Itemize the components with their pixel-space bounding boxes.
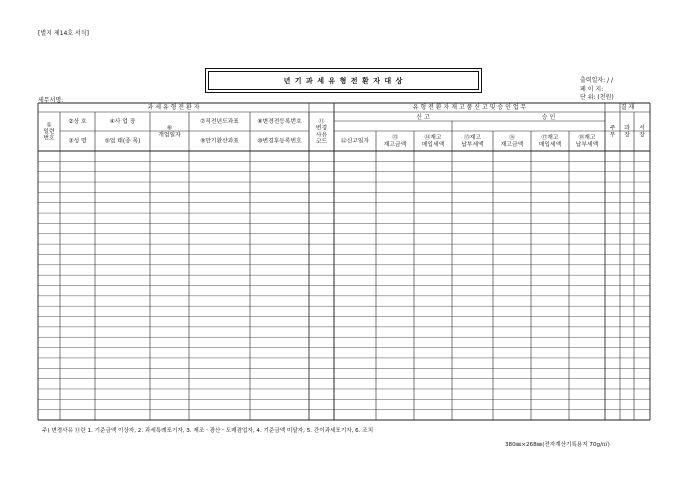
header-serial-number: 번호	[43, 135, 55, 142]
header-serial-number: ①	[46, 122, 52, 129]
header-prev-year-tax-base: ⑦직전년도과표	[200, 119, 239, 125]
header-report: 신 고	[416, 114, 430, 121]
header-section-chief: 장	[624, 132, 630, 139]
header-annualized-tax-base: ⑨만기환산과표	[200, 138, 239, 145]
header-serial-number: 일련	[43, 129, 55, 135]
header-reg-after: ⑩변경후등록번호	[257, 138, 302, 145]
header-section-chief: 과	[624, 125, 630, 132]
header-change-reason-code: 변경	[315, 125, 328, 132]
header-approval-payment-tax: ⑱재고	[578, 135, 596, 142]
footnote: 주) 변경사유 ⑪란 1. 기준금액 이상자, 2. 과세특례포기자, 3. 제조ㆍ광산ㆍ도매겸업자, 4. 기준금액 미달자, 5. 간이과세포기자, 6. 조치	[42, 428, 374, 434]
header-report-date: ⑫신고일자	[340, 138, 370, 145]
header-approval-inventory: 재고금액	[500, 141, 524, 148]
header-report-payment-tax: ⑮재고	[464, 135, 481, 142]
header-report-inventory: ⑬	[392, 135, 398, 142]
unit: 단 위: (천원)	[580, 94, 614, 101]
header-approval-payment-tax: 납부세액	[575, 141, 599, 148]
header-decision: 결 재	[620, 104, 635, 111]
header-director: 서	[639, 125, 645, 132]
page-title: 년 기 과 세 유 형 전 환 자 대 상	[283, 77, 404, 85]
header-report-inventory: 재고금액	[383, 141, 407, 148]
header-report-purchase-tax: 매입세액	[421, 141, 445, 148]
paper-spec: 380㎜×268㎜(전자계산기록용지 70g/㎡)	[505, 442, 610, 448]
header-officer: 주	[609, 125, 616, 132]
header-opening-date: ⑥	[166, 125, 173, 132]
header-approval-inventory: ⑯	[509, 135, 515, 142]
tax-office-label: 세무서명:	[38, 97, 64, 104]
header-business-type: ⑤업 태(종 목)	[104, 138, 141, 145]
header-approval-purchase-tax: 매입세액	[538, 141, 562, 148]
header-reg-before: ⑧변경전등록번호	[257, 119, 302, 125]
header-approval: 승 인	[541, 114, 556, 121]
header-business-site: ④사 업 장	[109, 119, 136, 125]
header-change-reason-code: 코드	[315, 139, 328, 146]
header-name: ③성 명	[68, 138, 87, 145]
header-report-payment-tax: 납부세액	[461, 141, 484, 148]
print-date: 출력일자: / /	[580, 77, 614, 84]
header-director: 장	[639, 132, 645, 139]
header-opening-date: 개업일자	[158, 132, 181, 139]
header-approval-purchase-tax: ⑰재고	[541, 135, 559, 142]
form-number: [별지 제14호 서식]	[38, 30, 89, 37]
header-change-reason-code: ⑪	[318, 118, 325, 125]
header-report-group: 유 형 전 환 자 재 고 품 신 고 및 승 인 업 무	[412, 104, 527, 111]
page-number: 페 이 지:	[580, 85, 604, 93]
header-officer: 무	[609, 132, 616, 139]
header-taxpayer-group: 과 세 유 형 전 환 자	[147, 104, 200, 111]
header-change-reason-code: 사유	[315, 132, 328, 139]
header-report-purchase-tax: ⑭재고	[424, 135, 442, 142]
header-trade-name: ②상 호	[68, 119, 87, 125]
